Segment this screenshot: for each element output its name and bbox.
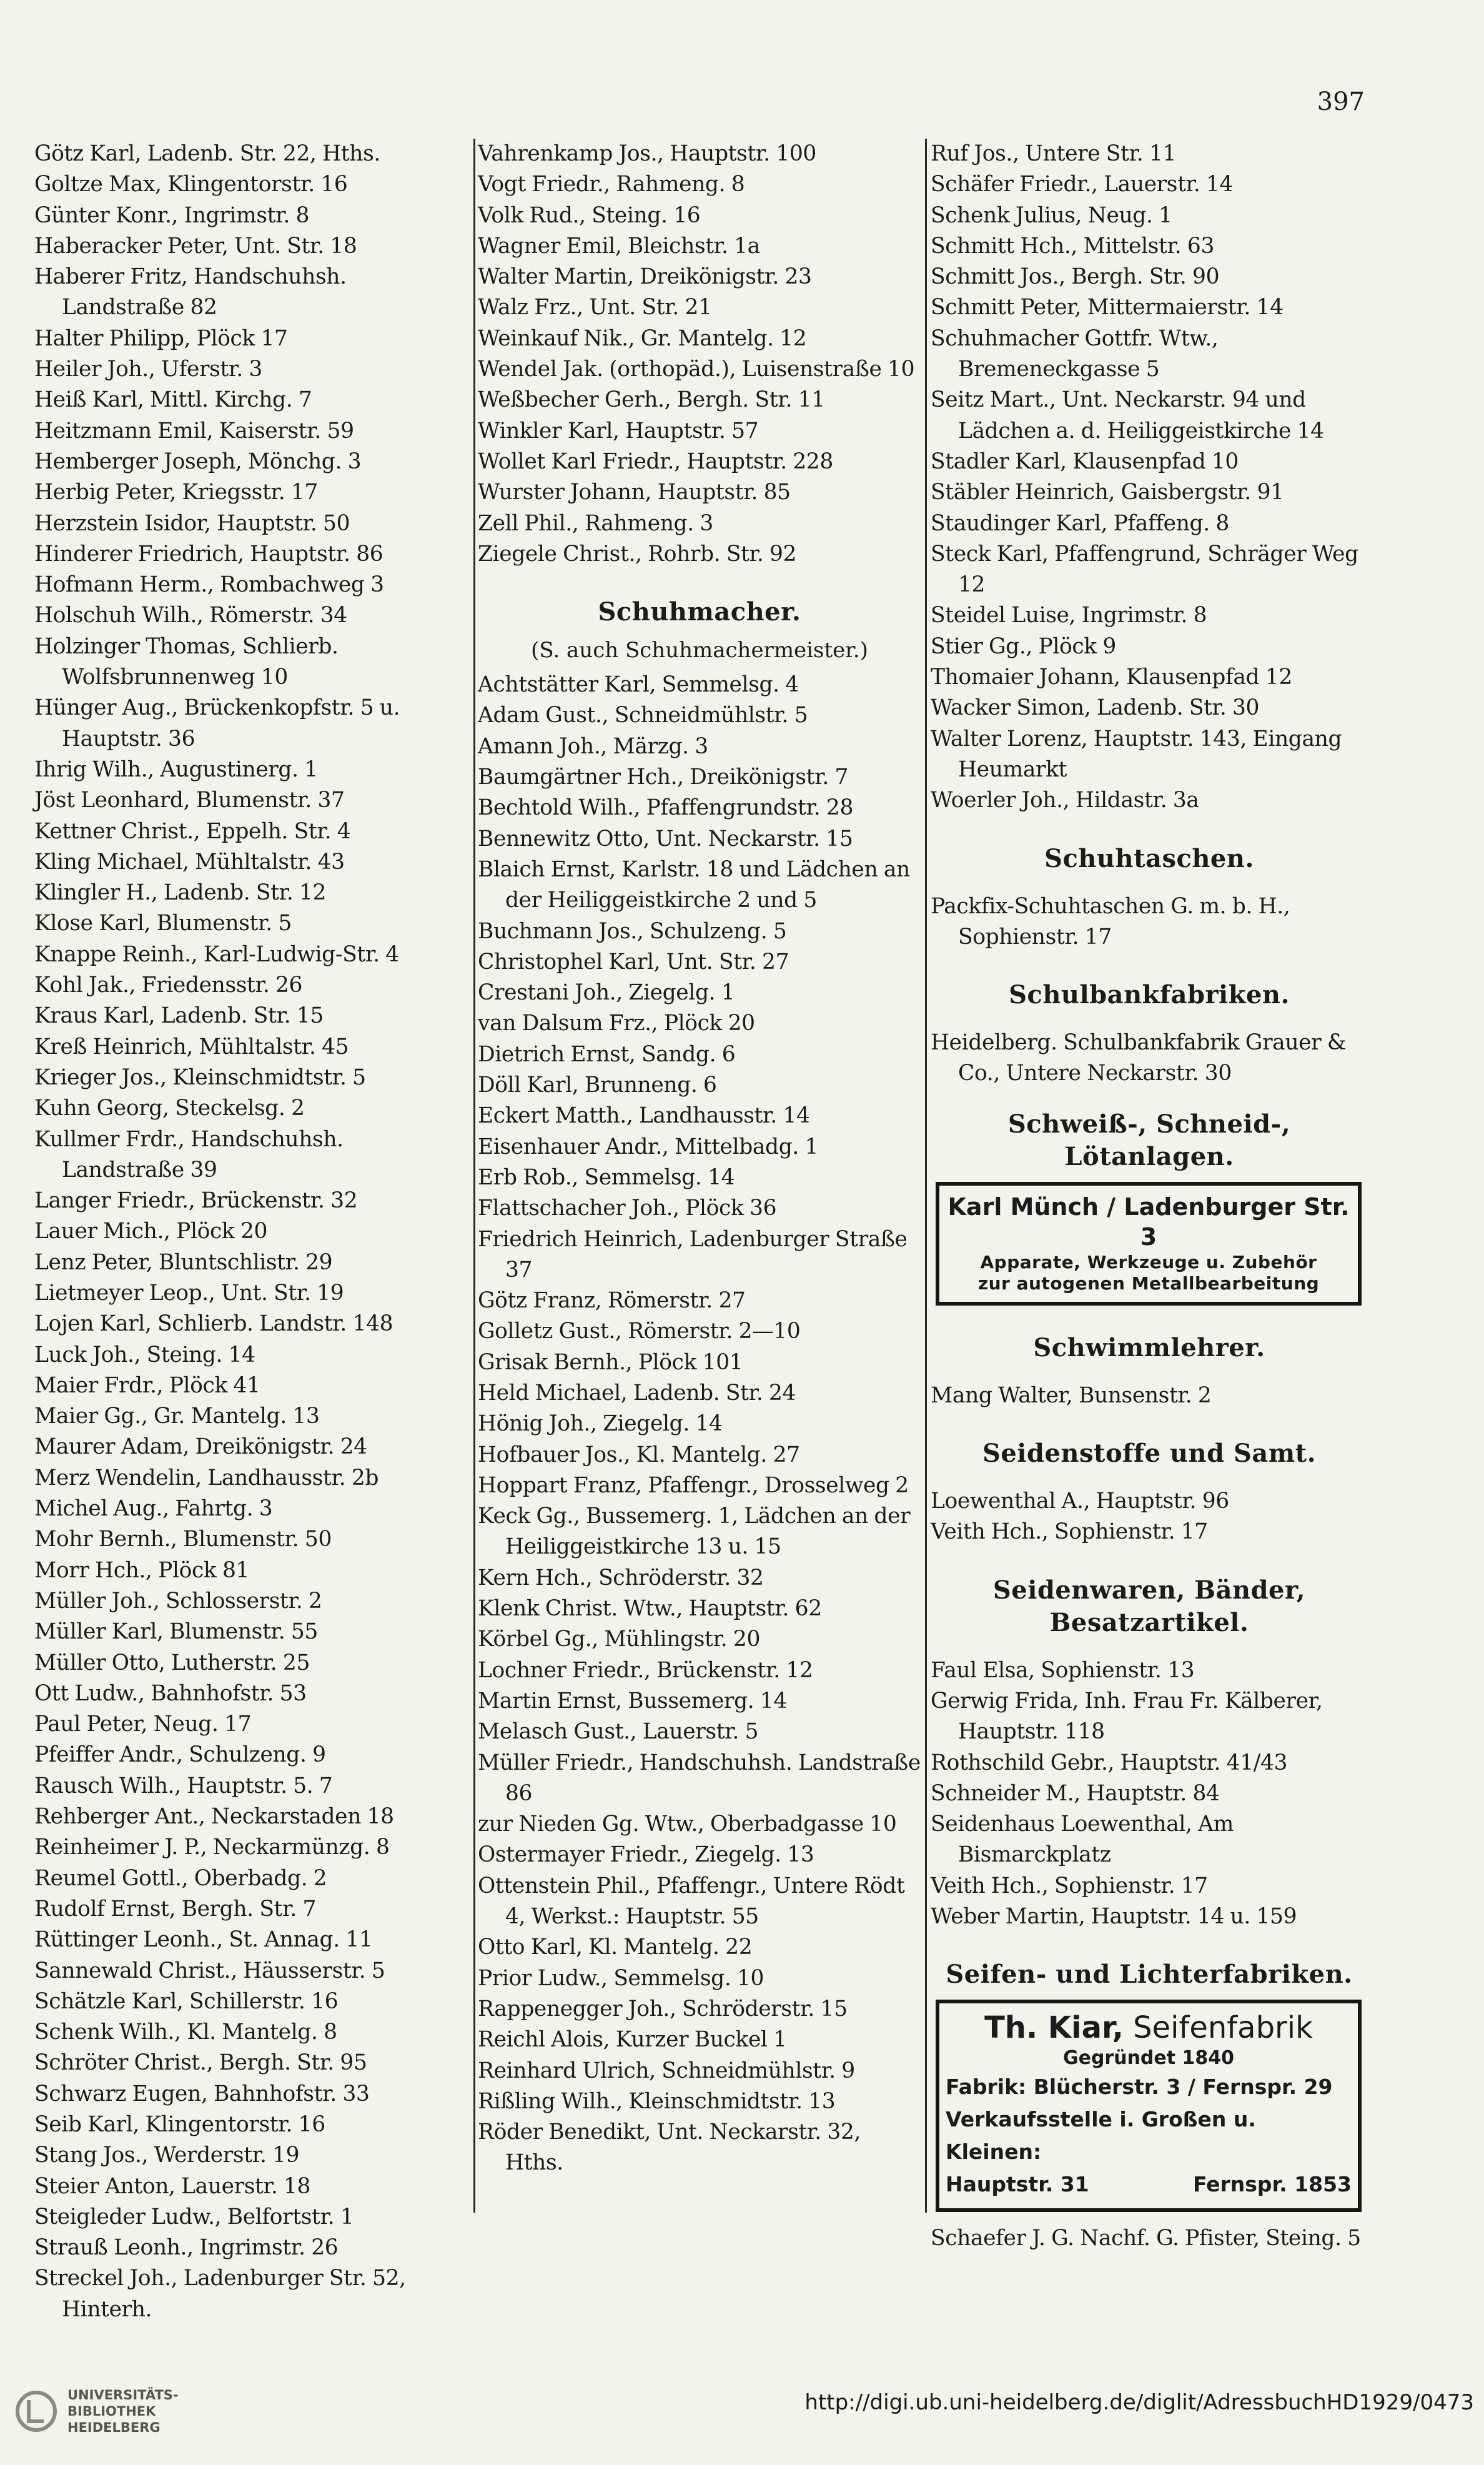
- page-number: 397: [1317, 87, 1365, 116]
- directory-entry: Rausch Wilh., Hauptstr. 5. 7: [34, 1773, 333, 1798]
- directory-entry: Friedrich Heinrich, Ladenburger Straße 37: [478, 1226, 908, 1282]
- directory-entry: Schenk Julius, Neug. 1: [931, 202, 1172, 228]
- directory-entry: Schuhmacher Gottfr. Wtw., Bremeneckgasse 5: [931, 325, 1219, 382]
- ad-line: Fabrik: Blücherstr. 3 / Fernspr. 29: [946, 2075, 1333, 2100]
- section-heading-seifen: Seifen- und Lichterfabriken.: [946, 1960, 1353, 1990]
- directory-entry: Thomaier Johann, Klausenpfad 12: [931, 665, 1292, 690]
- directory-entry: Merz Wendelin, Landhausstr. 2b: [34, 1465, 379, 1490]
- entries-schulbankfabriken: [931, 1028, 1368, 1089]
- directory-entry: Rappenegger Joh., Schröderstr. 15: [478, 1996, 848, 2021]
- directory-entry: Langer Friedr., Brückenstr. 32: [34, 1188, 358, 1214]
- directory-entry: Stier Gg., Plöck 9: [931, 633, 1116, 659]
- directory-entry: Steier Anton, Lauerstr. 18: [34, 2173, 311, 2199]
- directory-entry: Goltze Max, Klingentorstr. 16: [34, 172, 348, 197]
- column-rule: [925, 139, 927, 2213]
- directory-entry: Müller Friedr., Handschuhsh. Landstraße 86: [478, 1750, 921, 1806]
- directory-entry: Jöst Leonhard, Blumenstr. 37: [34, 788, 345, 813]
- directory-entry: Reinheimer J. P., Neckarmünzg. 8: [34, 1835, 390, 1860]
- entries-seifen: [931, 2223, 1368, 2254]
- directory-entry: Buchmann Jos., Schulzeng. 5: [478, 918, 787, 944]
- directory-entry: Winkler Karl, Hauptstr. 57: [478, 418, 759, 444]
- directory-entry: Haberer Fritz, Handschuhsh. Landstraße 82: [34, 264, 347, 320]
- directory-entry: Hemberger Joseph, Mönchg. 3: [34, 449, 362, 474]
- directory-entry: Prior Ludw., Semmelsg. 10: [478, 1965, 764, 1991]
- directory-entry: Heidelberg. Schulbankfabrik Grauer & Co., Untere Neckarstr. 30: [931, 1030, 1347, 1086]
- ad-founded: Gegründet 1840: [1062, 2047, 1235, 2070]
- directory-entry: Achtstätter Karl, Semmelsg. 4: [478, 672, 799, 698]
- ad-line: zur autogenen Metallbearbeitung: [977, 1272, 1320, 1294]
- directory-entry: Walter Martin, Dreikönigstr. 23: [478, 264, 812, 290]
- directory-entry: Maier Frdr., Plöck 41: [34, 1372, 260, 1398]
- directory-entry: Wendel Jak. (orthopäd.), Luisenstraße 10: [478, 357, 915, 382]
- directory-entry: Heiler Joh., Uferstr. 3: [34, 357, 262, 382]
- directory-entry: Seitz Mart., Unt. Neckarstr. 94 und Lädchen a. d. Heiliggeistkirche 14: [931, 387, 1324, 444]
- directory-entry: Wagner Emil, Bleichstr. 1a: [478, 233, 760, 259]
- directory-entry: Reinhard Ulrich, Schneidmühlstr. 9: [478, 2058, 855, 2083]
- directory-entry: Weber Martin, Hauptstr. 14 u. 159: [931, 1903, 1297, 1929]
- directory-entry: Hofbauer Jos., Kl. Mantelg. 27: [478, 1442, 800, 1467]
- directory-entry: Lenz Peter, Bluntschlistr. 29: [34, 1249, 333, 1275]
- directory-entry: Rüttinger Leonh., St. Annag. 11: [34, 1927, 373, 1953]
- directory-entry: Rißling Wilh., Kleinschmidtstr. 13: [478, 2088, 836, 2114]
- directory-entry: Ottenstein Phil., Pfaffengr., Untere Rödt 4, Werkst.: Hauptstr. 55: [478, 1873, 905, 1930]
- directory-entry: Blaich Ernst, Karlstr. 18 und Lädchen an der Heiliggeistkirche 2 und 5: [478, 856, 910, 913]
- directory-entry: Walz Frz., Unt. Str. 21: [478, 295, 712, 320]
- directory-entry: Dietrich Ernst, Sandg. 6: [478, 1041, 736, 1067]
- directory-entry: Flattschacher Joh., Plöck 36: [478, 1196, 777, 1221]
- entries-seidenwaren: [931, 1655, 1368, 1933]
- directory-entry: Schmitt Peter, Mittermaierstr. 14: [931, 295, 1284, 320]
- directory-entry: Reichl Alois, Kurzer Buckel 1: [478, 2027, 787, 2053]
- directory-entry: Maier Gg., Gr. Mantelg. 13: [34, 1404, 320, 1429]
- entries-top: [931, 139, 1368, 816]
- directory-entry: Lojen Karl, Schlierb. Landstr. 148: [34, 1311, 393, 1337]
- directory-entry: Kraus Karl, Ladenb. Str. 15: [34, 1003, 324, 1029]
- directory-entry: Körbel Gg., Mühlingstr. 20: [478, 1627, 760, 1652]
- section-heading-seidenstoffe: Seidenstoffe und Samt.: [982, 1439, 1317, 1469]
- directory-entry: Weinkauf Nik., Gr. Mantelg. 12: [478, 325, 807, 351]
- directory-entry: Herbig Peter, Kriegsstr. 17: [34, 480, 318, 505]
- directory-entry: Röder Benedikt, Unt. Neckarstr. 32, Hths.: [478, 2120, 861, 2176]
- directory-entry: Müller Karl, Blumenstr. 55: [34, 1619, 318, 1645]
- directory-entry: Halter Philipp, Plöck 17: [34, 325, 288, 351]
- column-rule: [473, 139, 475, 2213]
- directory-entry: Schwarz Eugen, Bahnhofstr. 33: [34, 2081, 370, 2106]
- directory-entry: Keck Gg., Bussemerg. 1, Lädchen an der Heiliggeistkirche 13 u. 15: [478, 1504, 911, 1560]
- directory-entry: Faul Elsa, Sophienstr. 13: [931, 1657, 1195, 1683]
- directory-entry: Erb Rob., Semmelsg. 14: [478, 1164, 735, 1190]
- directory-entry: Seidenhaus Loewenthal, Am Bismarckplatz: [931, 1812, 1234, 1868]
- directory-entry: Ott Ludw., Bahnhofstr. 53: [34, 1680, 307, 1706]
- entries-top: [478, 139, 921, 570]
- directory-entry: Wurster Johann, Hauptstr. 85: [478, 480, 791, 505]
- directory-entry: Haberacker Peter, Unt. Str. 18: [34, 233, 357, 259]
- column-3: [931, 139, 1368, 2250]
- directory-entry: Hönig Joh., Ziegelg. 14: [478, 1411, 723, 1437]
- directory-entry: Wacker Simon, Ladenb. Str. 30: [931, 695, 1260, 721]
- directory-entry: Golletz Gust., Römerstr. 2—10: [478, 1319, 801, 1344]
- directory-entry: Christophel Karl, Unt. Str. 27: [478, 949, 789, 975]
- directory-entry: Wollet Karl Friedr., Hauptstr. 228: [478, 449, 833, 474]
- directory-entry: Volk Rud., Steing. 16: [478, 202, 701, 228]
- library-name: UNIVERSITÄTS- BIBLIOTHEK HEIDELBERG: [67, 2388, 179, 2435]
- section-heading-schweiss: Schweiß-, Schneid-, Lötanlagen.: [1007, 1109, 1291, 1171]
- directory-entry: Stadler Karl, Klausenpfad 10: [931, 449, 1239, 474]
- directory-entry: Mohr Bernh., Blumenstr. 50: [34, 1527, 332, 1552]
- directory-entry: Kuhn Georg, Steckelsg. 2: [34, 1096, 305, 1121]
- section-heading-schuhtaschen: Schuhtaschen.: [1044, 843, 1254, 873]
- section-heading-schwimmlehrer: Schwimmlehrer.: [1033, 1332, 1265, 1362]
- directory-entry: Woerler Joh., Hildastr. 3a: [931, 788, 1199, 813]
- directory-entry: Melasch Gust., Lauerstr. 5: [478, 1719, 759, 1745]
- section-heading-schulbankfabriken: Schulbankfabriken.: [1009, 980, 1290, 1010]
- ad-title: Karl Münch / Ladenburger Str. 3: [947, 1193, 1350, 1251]
- directory-entry: Klenk Christ. Wtw., Hauptstr. 62: [478, 1596, 822, 1622]
- directory-entry: Staudinger Karl, Pfaffeng. 8: [931, 510, 1229, 536]
- directory-entry: Bennewitz Otto, Unt. Neckarstr. 15: [478, 826, 853, 851]
- directory-entry: Held Michael, Ladenb. Str. 24: [478, 1380, 796, 1406]
- directory-entry: Krieger Jos., Kleinschmidtstr. 5: [34, 1064, 366, 1090]
- directory-entry: Knappe Reinh., Karl-Ludwig-Str. 4: [34, 941, 399, 967]
- directory-entry: Vogt Friedr., Rahmeng. 8: [478, 172, 745, 197]
- directory-entry: Holzinger Thomas, Schlierb. Wolfsbrunnenweg 10: [34, 633, 339, 690]
- directory-entry: Klingler H., Ladenb. Str. 12: [34, 880, 327, 906]
- directory-entry: Kling Michael, Mühltalstr. 43: [34, 849, 345, 875]
- directory-entry: Rehberger Ant., Neckarstaden 18: [34, 1804, 394, 1830]
- directory-entry: Michel Aug., Fahrtg. 3: [34, 1496, 273, 1522]
- directory-entry: Pfeiffer Andr., Schulzeng. 9: [34, 1742, 326, 1768]
- directory-entry: Veith Hch., Sophienstr. 17: [931, 1519, 1208, 1545]
- directory-entry: Rothschild Gebr., Hauptstr. 41/43: [931, 1750, 1288, 1775]
- directory-entry: Kullmer Frdr., Handschuhsh. Landstraße 39: [34, 1126, 344, 1183]
- directory-entry: Luck Joh., Steing. 14: [34, 1342, 255, 1367]
- directory-entry: Zell Phil., Rahmeng. 3: [478, 510, 713, 536]
- directory-entry: Steigleder Ludw., Belfortstr. 1: [34, 2204, 354, 2229]
- directory-entry: Steck Karl, Pfaffengrund, Schräger Weg 12: [931, 541, 1358, 598]
- ad-line: Apparate, Werkzeuge u. Zubehör: [980, 1251, 1317, 1272]
- directory-entry: Reumel Gottl., Oberbadg. 2: [34, 1865, 327, 1891]
- directory-entry: Kreß Heinrich, Mühltalstr. 45: [34, 1034, 349, 1059]
- directory-entry: Schneider M., Hauptstr. 84: [931, 1780, 1220, 1806]
- directory-entry: Günter Konr., Ingrimstr. 8: [34, 202, 310, 228]
- directory-entry: Bechtold Wilh., Pfaffengrundstr. 28: [478, 795, 854, 821]
- directory-entry: Baumgärtner Hch., Dreikönigstr. 7: [478, 765, 849, 790]
- directory-entry: Eisenhauer Andr., Mittelbadg. 1: [478, 1134, 819, 1159]
- directory-entry: Schenk Wilh., Kl. Mantelg. 8: [34, 2020, 337, 2045]
- directory-entry: Kohl Jak., Friedensstr. 26: [34, 973, 303, 998]
- directory-entry: Rudolf Ernst, Bergh. Str. 7: [34, 1896, 317, 1922]
- directory-entry: Vahrenkamp Jos., Hauptstr. 100: [478, 141, 816, 166]
- library-logo: [14, 2374, 201, 2449]
- ad-title: Th. Kiar, Seifenfabrik: [984, 2010, 1313, 2046]
- directory-entry: Hinderer Friedrich, Hauptstr. 86: [34, 541, 383, 567]
- directory-entry: Schätzle Karl, Schillerstr. 16: [34, 1988, 339, 2014]
- ad-line: Hauptstr. 31 Fernspr. 1853: [946, 2172, 1352, 2197]
- directory-entry: Sannewald Christ., Häusserstr. 5: [34, 1958, 385, 1983]
- directory-entry: Seib Karl, Klingentorstr. 16: [34, 2112, 325, 2137]
- directory-entry: Götz Franz, Römerstr. 27: [478, 1288, 746, 1314]
- directory-entry: Heitzmann Emil, Kaiserstr. 59: [34, 418, 354, 444]
- directory-entry: Schröter Christ., Bergh. Str. 95: [34, 2050, 367, 2076]
- directory-entry: Packfix-Schuhtaschen G. m. b. H., Sophienstr. 17: [931, 893, 1290, 950]
- section-heading-schuhmacher: Schuhmacher.: [598, 597, 801, 627]
- directory-entry: Kern Hch., Schröderstr. 32: [478, 1565, 764, 1590]
- directory-entry: Adam Gust., Schneidmühlstr. 5: [478, 703, 808, 728]
- directory-entry: Eckert Matth., Landhausstr. 14: [478, 1103, 810, 1129]
- directory-entry: Lietmeyer Leop., Unt. Str. 19: [34, 1280, 344, 1306]
- directory-entry: Ruf Jos., Untere Str. 11: [931, 141, 1177, 166]
- directory-entry: Herzstein Isidor, Hauptstr. 50: [34, 510, 350, 536]
- entries-schwimmlehrer: [931, 1381, 1368, 1411]
- directory-entry: Weßbecher Gerh., Bergh. Str. 11: [478, 387, 825, 413]
- directory-entry: Schaefer J. G. Nachf. G. Pfister, Steing. 5: [931, 2226, 1361, 2251]
- directory-entry: van Dalsum Frz., Plöck 20: [478, 1011, 755, 1036]
- directory-entry: Schmitt Jos., Bergh. Str. 90: [931, 264, 1220, 290]
- advertisement-th-kiar: [936, 2000, 1362, 2212]
- entries-seidenstoffe: [931, 1486, 1368, 1548]
- directory-entry: Hofmann Herm., Rombachweg 3: [34, 572, 384, 598]
- directory-entry: Morr Hch., Plöck 81: [34, 1557, 250, 1583]
- directory-entry: Martin Ernst, Bussemerg. 14: [478, 1688, 788, 1714]
- directory-entry: Mang Walter, Bunsenstr. 2: [931, 1382, 1212, 1408]
- column-1: [34, 139, 472, 2322]
- directory-entry: Lochner Friedr., Brückenstr. 12: [478, 1657, 813, 1683]
- directory-entry: Maurer Adam, Dreikönigstr. 24: [34, 1434, 367, 1460]
- directory-entry: Stäbler Heinrich, Gaisbergstr. 91: [931, 480, 1284, 505]
- directory-entry: Amann Joh., Märzg. 3: [478, 733, 708, 759]
- directory-entry: Schäfer Friedr., Lauerstr. 14: [931, 172, 1234, 197]
- advertisement-karl-muench: [936, 1182, 1362, 1306]
- directory-entry: Paul Peter, Neug. 17: [34, 1712, 252, 1737]
- directory-entry: Ihrig Wilh., Augustinerg. 1: [34, 756, 318, 782]
- directory-entry: Götz Karl, Ladenb. Str. 22, Hths.: [34, 141, 380, 166]
- directory-entry: Strauß Leonh., Ingrimstr. 26: [34, 2235, 339, 2261]
- entries-schuhmacher: [478, 670, 921, 2179]
- ad-line: Verkaufsstelle i. Großen u. Kleinen:: [946, 2107, 1256, 2165]
- directory-entry: Stang Jos., Werderstr. 19: [34, 2143, 300, 2168]
- directory-entry: Ziegele Christ., Rohrb. Str. 92: [478, 541, 797, 567]
- directory-entry: Lauer Mich., Plöck 20: [34, 1219, 268, 1244]
- directory-entry: Klose Karl, Blumenstr. 5: [34, 911, 292, 936]
- directory-entry: Otto Karl, Kl. Mantelg. 22: [478, 1935, 753, 1960]
- column-2: [478, 139, 921, 2250]
- directory-entry: Steidel Luise, Ingrimstr. 8: [931, 603, 1207, 628]
- directory-entry: Ostermayer Friedr., Ziegelg. 13: [478, 1842, 814, 1868]
- directory-entry: Crestani Joh., Ziegelg. 1: [478, 980, 735, 1006]
- section-heading-seidenwaren: Seidenwaren, Bänder, Besatzartikel.: [992, 1575, 1306, 1637]
- section-subnote: (S. auch Schuhmachermeister.): [531, 638, 868, 663]
- directory-entry: Döll Karl, Brunneng. 6: [478, 1073, 717, 1098]
- directory-entry: Veith Hch., Sophienstr. 17: [931, 1873, 1208, 1898]
- directory-entry: Kettner Christ., Eppelh. Str. 4: [34, 818, 351, 844]
- directory-entry: Grisak Bernh., Plöck 101: [478, 1349, 743, 1375]
- directory-entry: Walter Lorenz, Hauptstr. 143, Eingang Heumarkt: [931, 726, 1342, 782]
- directory-entry: Müller Otto, Lutherstr. 25: [34, 1650, 310, 1675]
- directory-entry: Schmitt Hch., Mittelstr. 63: [931, 233, 1214, 259]
- directory-entry: zur Nieden Gg. Wtw., Oberbadgasse 10: [478, 1812, 897, 1837]
- directory-entry: Holschuh Wilh., Römerstr. 34: [34, 603, 347, 628]
- directory-entry: Streckel Joh., Ladenburger Str. 52, Hinterh.: [34, 2266, 406, 2322]
- directory-entry: Hoppart Franz, Pfaffengr., Drosselweg 2: [478, 1472, 909, 1498]
- directory-entry: Müller Joh., Schlosserstr. 2: [34, 1588, 322, 1614]
- directory-entry: Loewenthal A., Hauptstr. 96: [931, 1489, 1229, 1514]
- directory-entry: Hünger Aug., Brückenkopfstr. 5 u. Hauptstr. 36: [34, 695, 400, 751]
- directory-entry: Gerwig Frida, Inh. Frau Fr. Kälberer, Hauptstr. 118: [931, 1688, 1323, 1745]
- library-emblem-icon: [14, 2389, 59, 2434]
- directory-entry: Heiß Karl, Mittl. Kirchg. 7: [34, 387, 312, 413]
- source-url-link[interactable]: http://digi.ub.uni-heidelberg.de/diglit/AdressbuchHD1929/0473: [804, 2390, 1474, 2415]
- entries-schuhtaschen: [931, 891, 1368, 953]
